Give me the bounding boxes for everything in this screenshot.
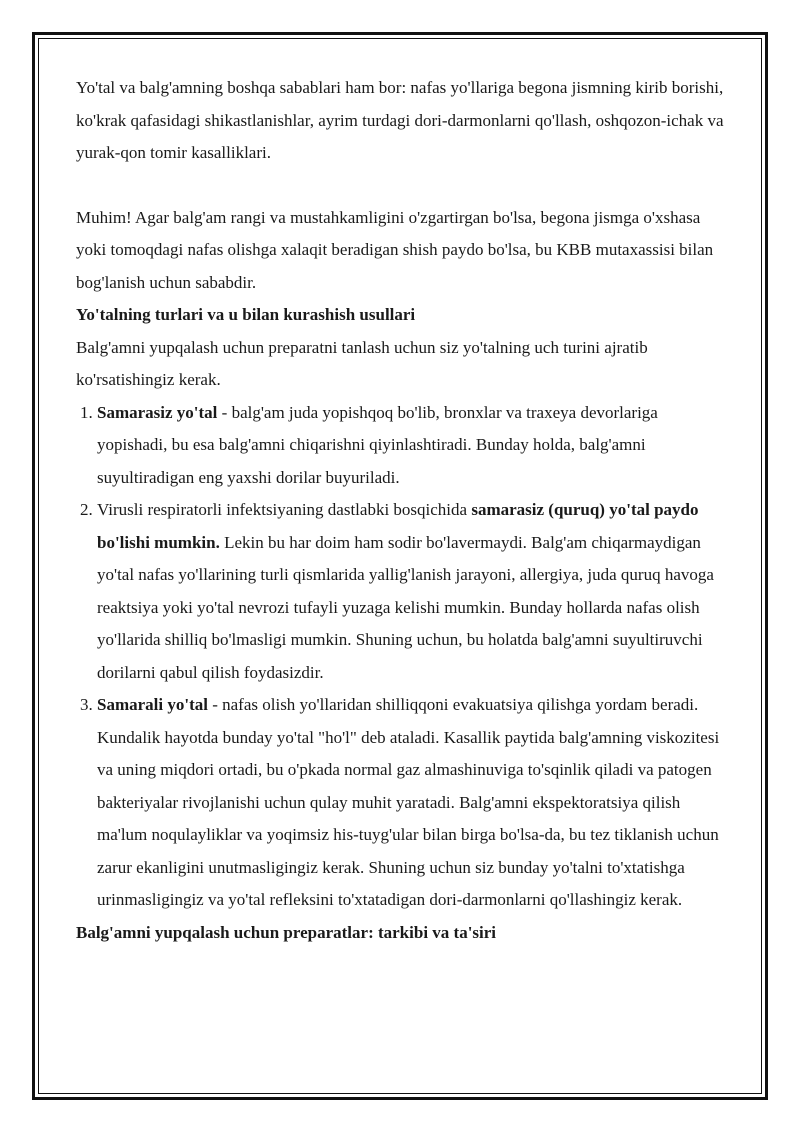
section-heading-preparations: Balg'amni yupqalash uchun preparatlar: tarkibi va ta'siri xyxy=(76,922,497,942)
document-body xyxy=(76,72,728,949)
cough-types-list xyxy=(76,397,728,917)
paragraph-causes: Yo'tal va balg'amning boshqa sabablari ham bor: nafas yo'llariga begona jismning kirib borishi, ko'krak qafasidagi shikastlanishlar, ayrim turdagi dori-darmonlarni qo'llash, oshqozon-ichak va yurak-qon tomir kasalliklari. xyxy=(76,78,724,162)
paragraph-gap xyxy=(76,170,728,202)
list-item-text: - nafas olish yo'llaridan shilliqqoni evakuatsiya qilishga yordam beradi. Kundalik hayotda bunday yo'tal "ho'l" deb ataladi. Kasallik paytida balg'amning viskozitesi va uning miqdori ortadi, bu o'pkada normal gaz almashinuviga to'sqinlik qiladi va patogen bakteriyalar rivojlanishi uchun qulay muhit yaratadi. Balg'amni ekspektoratsiya qilish ma'lum noqulayliklar va yoqimsiz his-tuyg'ular bilan birga bo'lsa-da, bu tez tiklanish uchun zarur ekanligini unutmasligingiz kerak. Shuning uchun siz bunday yo'talni to'xtatishga urinmasligingiz va yo'tal refleksini to'xtatadigan dori-darmonlarni qo'llashingiz kerak. xyxy=(97,695,720,909)
list-item-text: Lekin bu har doim ham sodir bo'lavermaydi. Balg'am chiqarmaydigan yo'tal nafas yo'llarining turli qismlarida yallig'lanish jarayoni, allergiya, juda quruq havoga reaktsiya yoki yo'tal nevrozi tufayli yuzaga kelishi mumkin. Bunday hollarda nafas olish yo'llarida shilliq bo'lmasligi mumkin. Shuning uchun, bu holatda balg'amni suyultiruvchi dorilarni qabul qilish foydasizdir. xyxy=(97,532,714,682)
paragraph-intro: Balg'amni yupqalash uchun preparatni tanlash uchun siz yo'talning uch turini ajratib ko'rsatishingiz kerak. xyxy=(76,337,648,389)
list-item-term: samarasiz (quruq) yo'tal paydo bo'lishi mumkin. xyxy=(97,500,699,552)
list-item-lead: Virusli respiratorli infektsiyaning dastlabki bosqichida xyxy=(97,500,472,519)
list-item-term: Samarali yo'tal xyxy=(97,695,208,714)
list-item-text: - balg'am juda yopishqoq bo'lib, bronxlar va traxeya devorlariga yopishadi, bu esa balg'amni chiqarishni qiyinlashtiradi. Bunday holda, balg'amni suyultiradigan eng yaxshi dorilar buyuriladi. xyxy=(97,402,658,487)
list-item xyxy=(97,397,728,495)
list-item xyxy=(97,689,728,917)
list-item xyxy=(97,494,728,689)
paragraph-important: Muhim! Agar balg'am rangi va mustahkamligini o'zgartirgan bo'lsa, begona jismga o'xshasa yoki tomoqdagi nafas olishga xalaqit beradigan shish paydo bo'lsa, bu KBB mutaxassisi bilan bog'lanish uchun sababdir. xyxy=(76,207,714,292)
section-heading-cough-types: Yo'talning turlari va u bilan kurashish usullari xyxy=(76,305,416,324)
list-item-term: Samarasiz yo'tal xyxy=(97,402,218,422)
